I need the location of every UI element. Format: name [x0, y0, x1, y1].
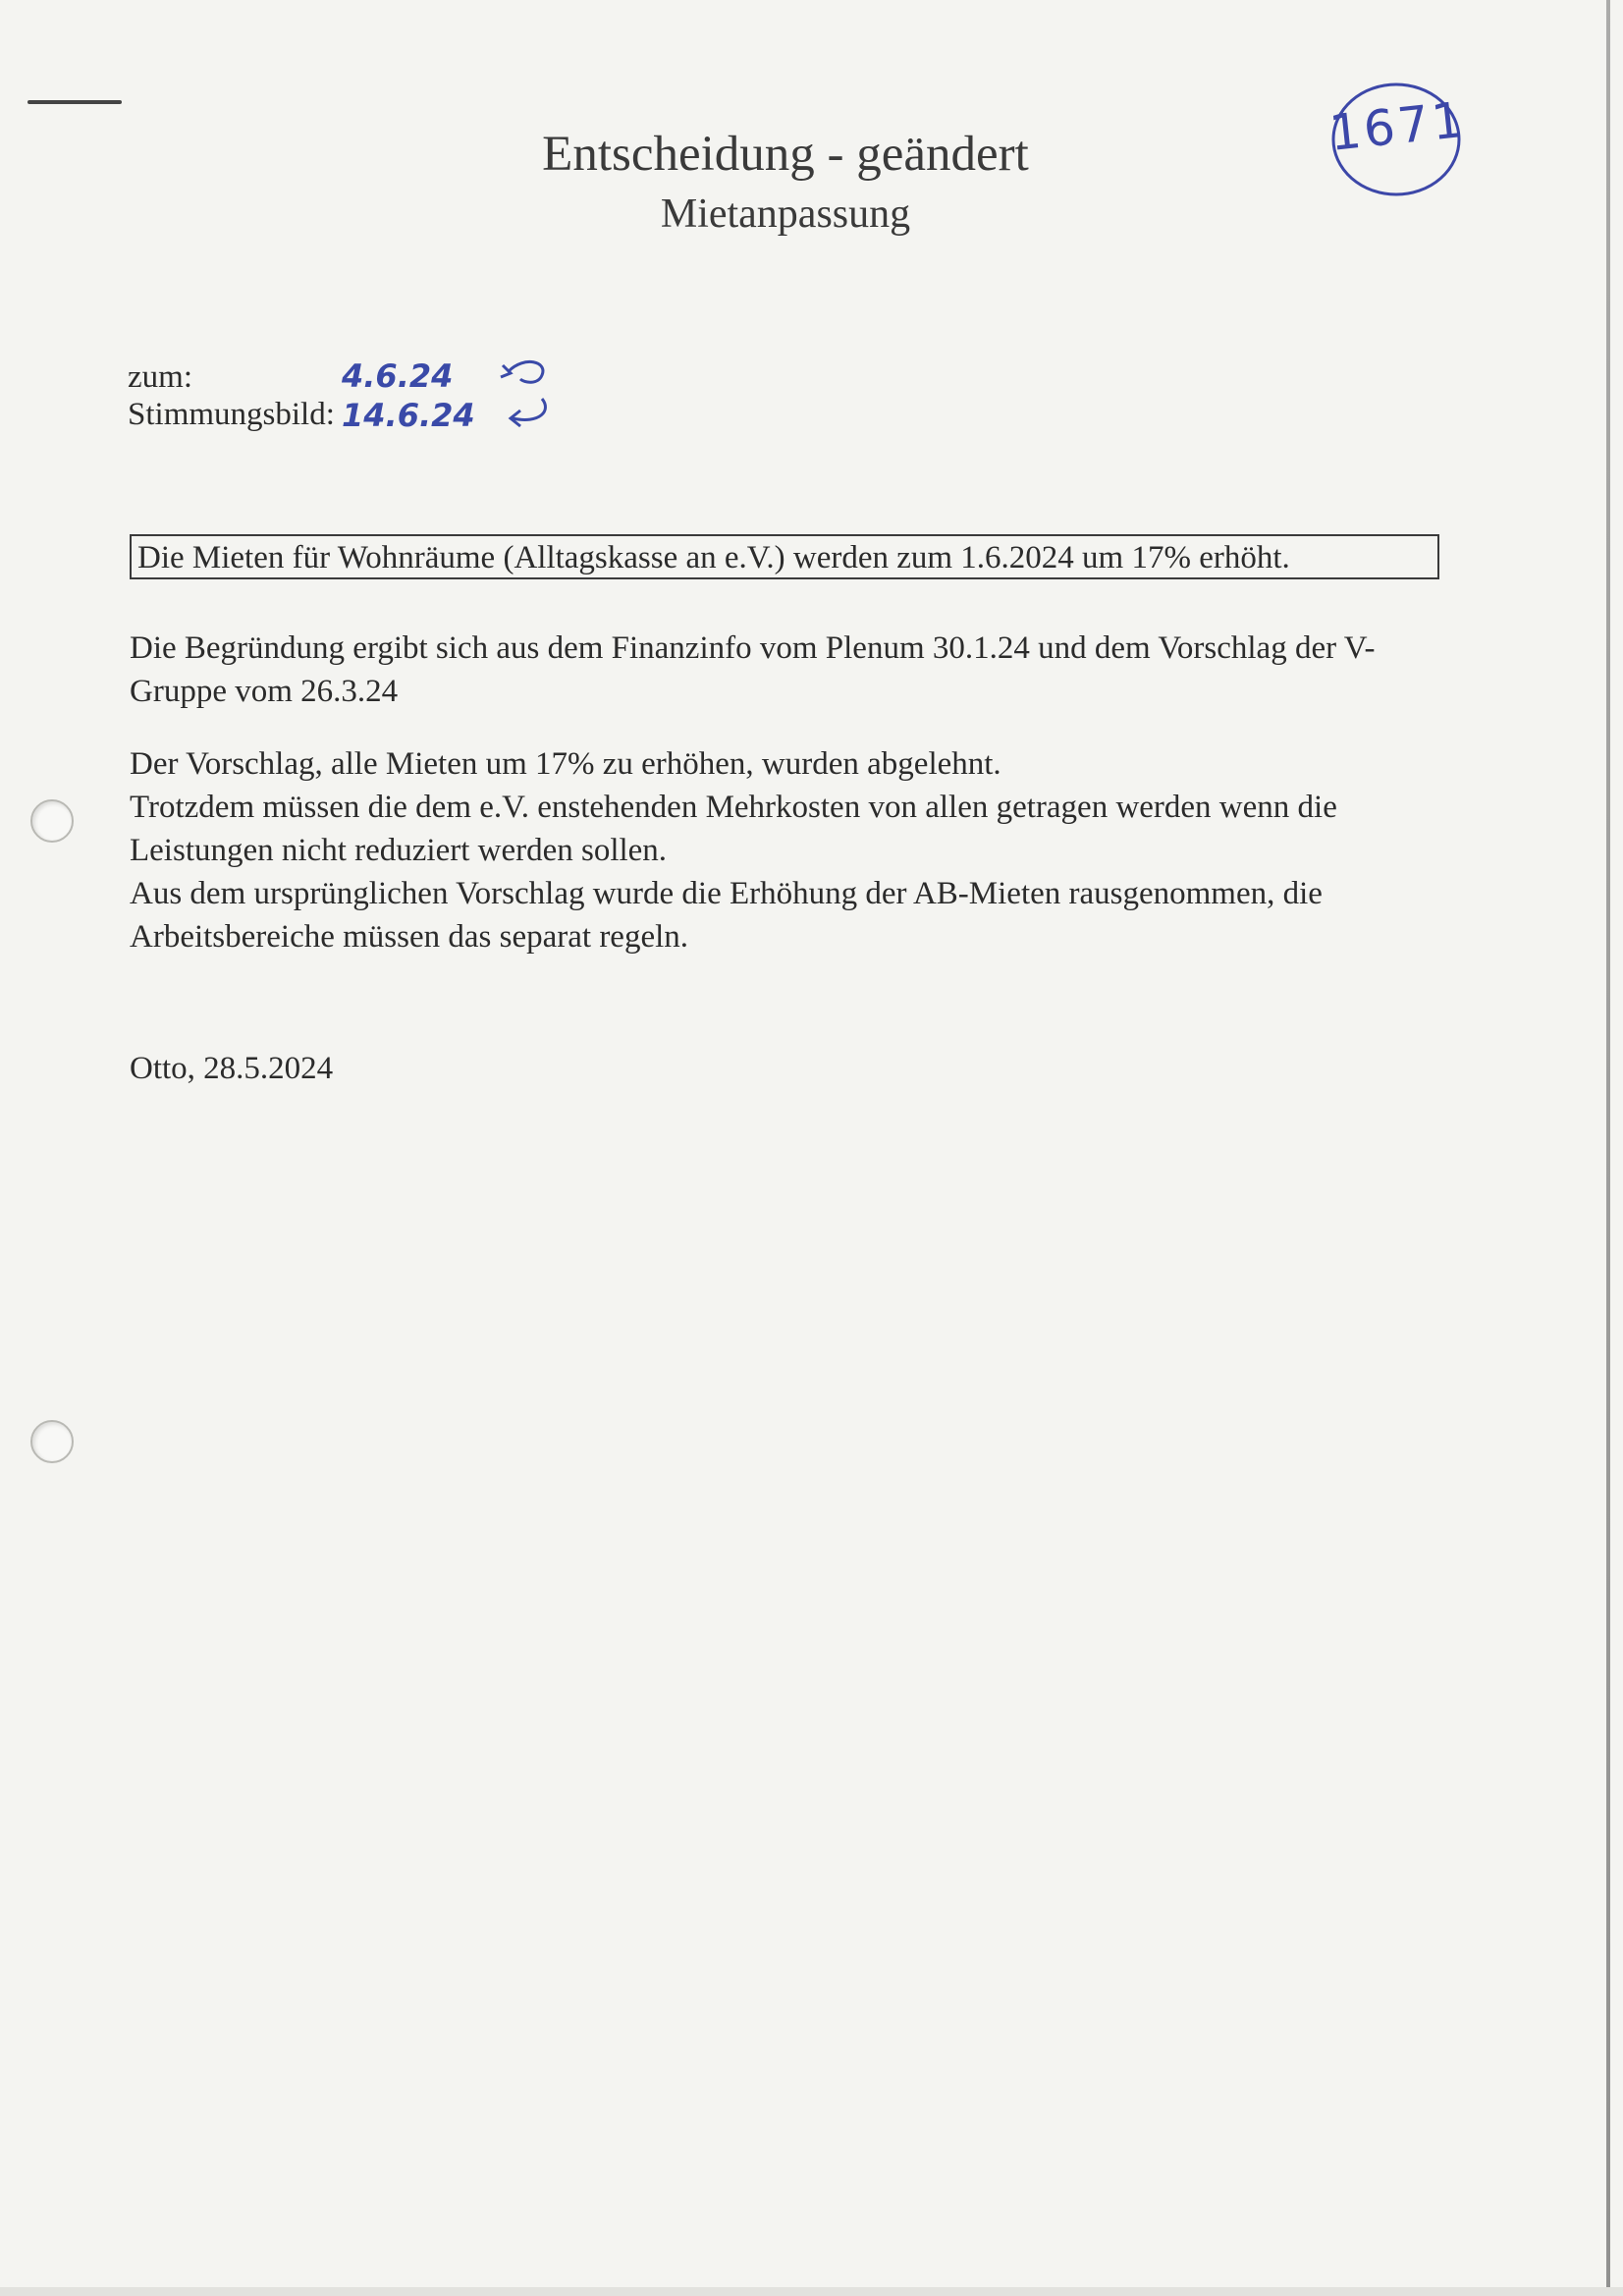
page-edge-shadow	[1606, 0, 1610, 2296]
text-line: Aus dem ursprünglichen Vorschlag wurde die Erhöhung der AB-Mieten rausgenommen, die	[130, 876, 1323, 911]
stimmungsbild-label: Stimmungsbild:	[128, 397, 335, 432]
details-paragraph	[130, 742, 1435, 958]
document-subtitle: Mietanpassung	[660, 191, 911, 237]
punch-hole-icon	[30, 799, 74, 843]
text-line: Trotzdem müssen die dem e.V. enstehenden Mehrkosten von allen getragen werden wenn die	[130, 790, 1337, 825]
document-title: Entscheidung - geändert	[542, 127, 1029, 182]
decision-box: Die Mieten für Wohnräume (Alltagskasse an e.V.) werden zum 1.6.2024 um 17% erhöht.	[130, 534, 1439, 579]
signature-line: Otto, 28.5.2024	[130, 1051, 334, 1086]
text-line: Die Begründung ergibt sich aus dem Finanzinfo vom Plenum 30.1.24 und dem Vorschlag der V-	[130, 630, 1376, 666]
text-line: Arbeitsbereiche müssen das separat regeln.	[130, 919, 689, 955]
punch-hole-icon	[30, 1420, 74, 1463]
text-line: Gruppe vom 26.3.24	[130, 674, 399, 709]
text-line: Leistungen nicht reduziert werden sollen.	[130, 833, 668, 868]
reasoning-paragraph	[130, 627, 1435, 713]
stamp-number: 1671	[1326, 90, 1469, 162]
handwritten-number-stamp	[1326, 77, 1469, 200]
text-line: Der Vorschlag, alle Mieten um 17% zu erhöhen, wurden abgelehnt.	[130, 746, 1001, 782]
pen-dash-mark	[27, 100, 122, 104]
stimmungsbild-date: 14.6.24	[342, 397, 475, 434]
zum-label: zum:	[128, 359, 192, 395]
zum-date: 4.6.24	[342, 357, 454, 395]
swap-arrows-icon	[491, 354, 560, 442]
page-edge-bottom	[0, 2287, 1623, 2296]
